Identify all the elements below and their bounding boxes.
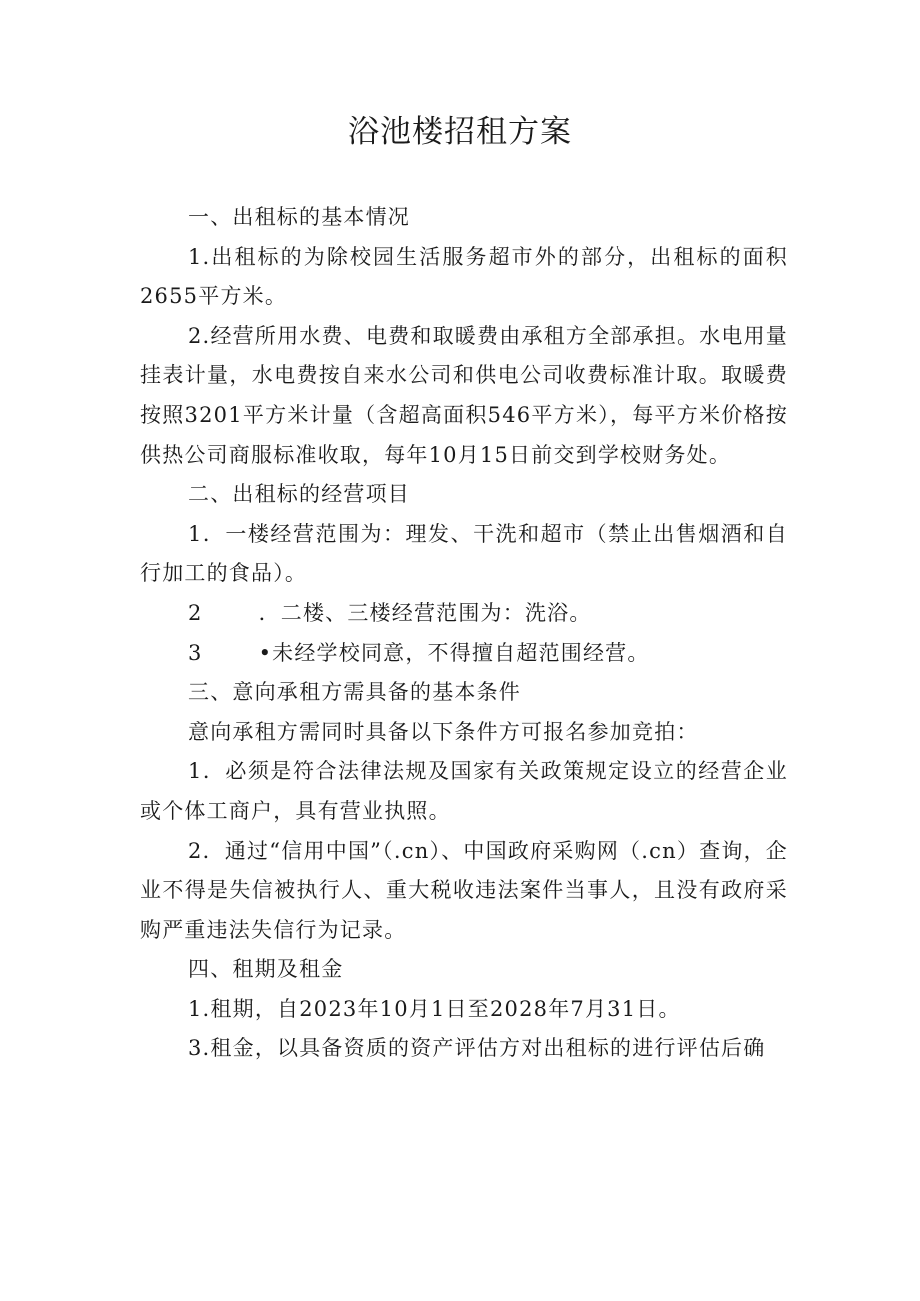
section-4-paragraph-1: 1.租期，自2023年10月1日至2028年7月31日。: [188, 996, 681, 1021]
section-2-paragraph-2: [140, 594, 788, 634]
document-title: 浴池楼招租方案: [348, 114, 572, 150]
section-3-intro: 意向承租方需同时具备以下条件方可报名参加竞拍：: [188, 719, 699, 744]
document-body: [140, 198, 788, 1069]
section-2-paragraph-2-text: ．二楼、三楼经营范围为：洗浴。: [258, 600, 592, 625]
section-4-heading: 四、租期及租金: [188, 957, 344, 982]
section-2-paragraph-3-text: •未经学校同意，不得擅自超范围经营。: [258, 640, 650, 665]
section-2-heading: 二、出租标的经营项目: [188, 482, 410, 507]
section-2-paragraph-3-number: 3: [188, 640, 203, 665]
section-3-paragraph-2: 2．通过“信用中国”（.cn）、中国政府采购网（.cn）查询，企业不得是失信被执行人、重大税收违法案件当事人，且没有政府采购严重违法失信行为记录。: [140, 838, 788, 942]
section-2-paragraph-1: 1．一楼经营范围为：理发、干洗和超市（禁止出售烟酒和自行加工的食品）。: [140, 521, 788, 586]
section-3-heading: 三、意向承租方需具备的基本条件: [188, 680, 521, 705]
section-4-paragraph-2: 3.租金，以具备资质的资产评估方对出租标的进行评估后确: [188, 1036, 766, 1061]
section-1-paragraph-2: 2.经营所用水费、电费和取暖费由承租方全部承担。水电用量挂表计量，水电费按自来水公司和供电公司收费标准计取。取暖费按照3201平方米计量（含超高面积546平方米），每平方米价格按供热公司商服标准收取，每年10月15日前交到学校财务处。: [140, 323, 788, 467]
section-3-paragraph-1: 1．必须是符合法律法规及国家有关政策规定设立的经营企业或个体工商户，具有营业执照。: [140, 759, 788, 823]
section-1-paragraph-1: 1.出租标的为除校园生活服务超市外的部分，出租标的面积2655平方米。: [140, 244, 788, 309]
section-1-heading: 一、出租标的基本情况: [188, 205, 410, 229]
section-2-paragraph-3: [140, 634, 788, 674]
section-2-paragraph-2-number: 2: [188, 600, 203, 625]
